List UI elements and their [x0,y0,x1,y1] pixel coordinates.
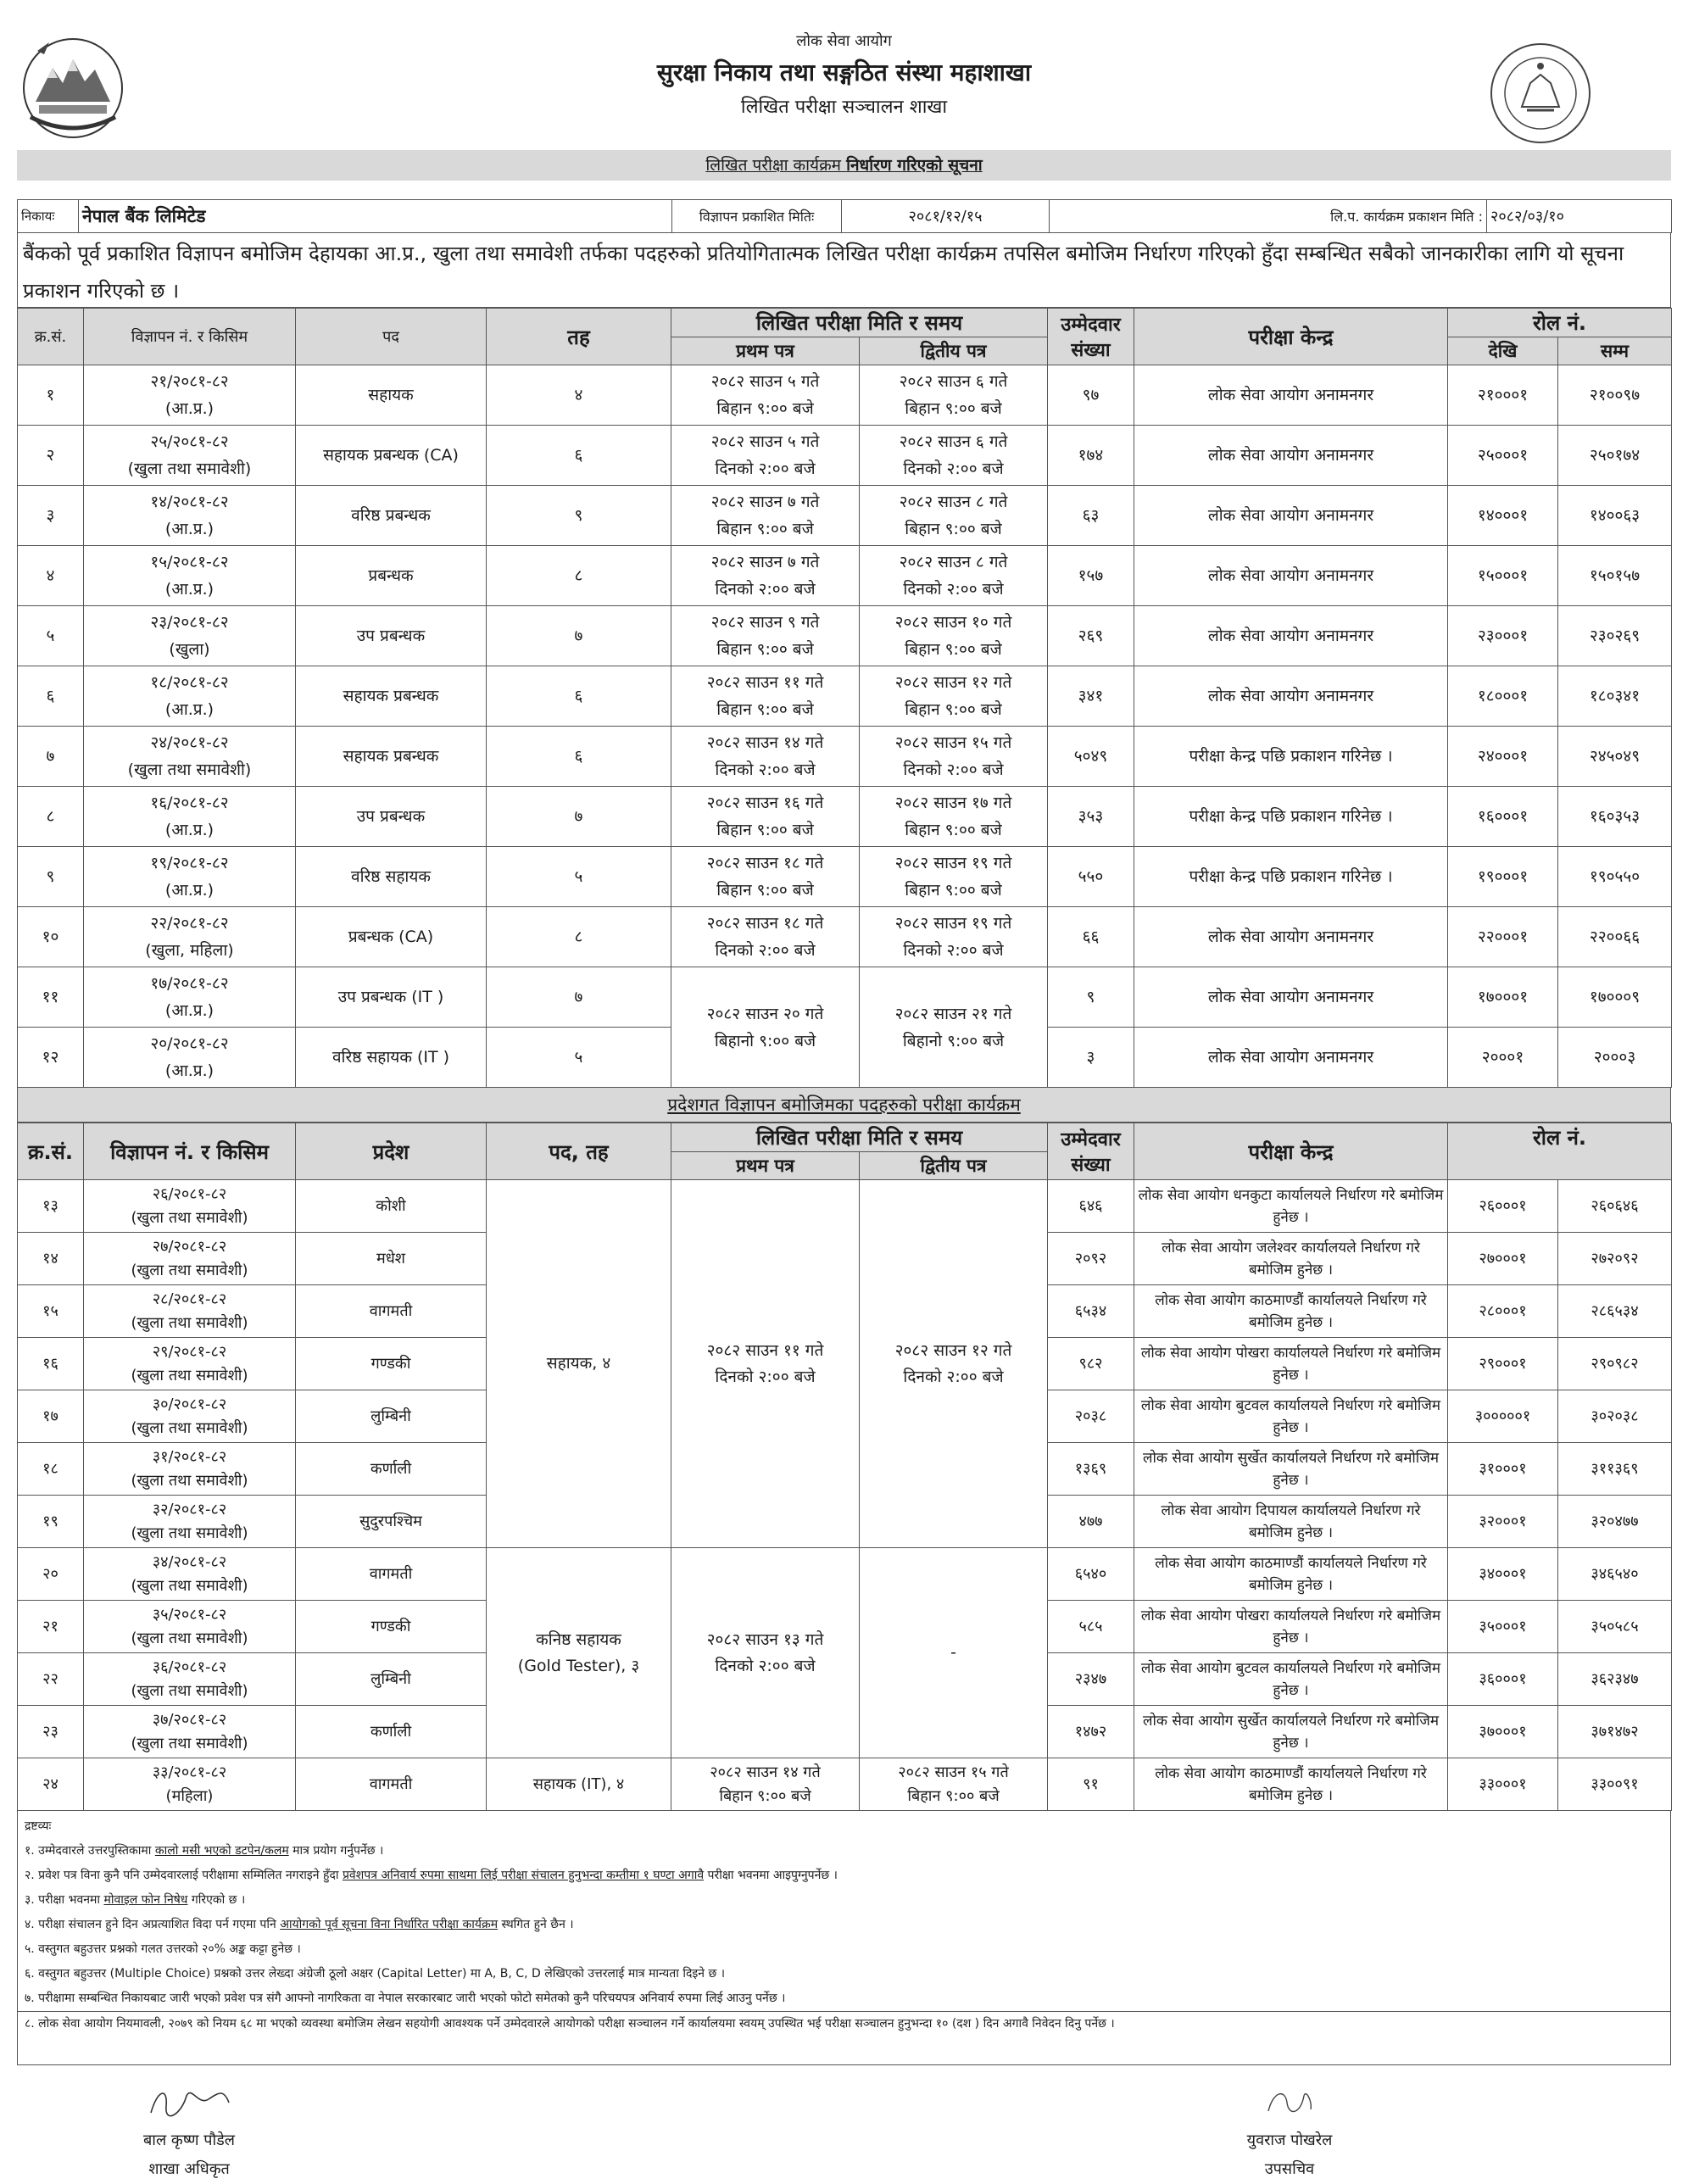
roll-to-cell: १८०३४१ [1558,666,1672,727]
signatory-right-title: उपसचिव [1264,2160,1315,2178]
province-cell: मधेश [296,1233,487,1285]
section2-title: प्रदेशगत विज्ञापन बमोजिमका पदहरुको परीक्षा कार्यक्रम [17,1088,1671,1123]
ad-cell: १७/२०८१-८२ (आ.प्र.) [84,967,296,1028]
division-name: सुरक्षा निकाय तथा सङ्गठित संस्था महाशाखा [656,58,1032,86]
paper1-cell: २०८२ साउन १८ गते बिहान ९:०० बजे [671,847,860,907]
sn-cell: १० [18,907,84,967]
notice-page [17,15,1671,2184]
candidates-cell: १४७२ [1048,1706,1134,1758]
roll-from-cell: २९०००१ [1448,1338,1558,1390]
notes-box [17,1811,1671,2065]
candidates-cell: २६९ [1048,606,1134,666]
col2-ad: विज्ञापन नं. र किसिम [84,1123,296,1180]
roll-to-cell: ३५०५८५ [1558,1601,1672,1653]
sn-cell: १३ [18,1180,84,1233]
province-cell: लुम्बिनी [296,1390,487,1443]
roll-from-cell: १७०००१ [1448,967,1558,1028]
paper1-cell: २०८२ साउन ५ गते बिहान ९:०० बजे [671,365,860,426]
prog-date-value: २०८२/०३/१० [1487,200,1672,233]
ad-cell: २१/२०८१-८२ (आ.प्र.) [84,365,296,426]
col2-paper2: द्वितीय पत्र [860,1152,1048,1180]
sn-cell: २ [18,426,84,486]
centre-cell: लोक सेवा आयोग काठमाण्डौं कार्यालयले निर्धारण गरे बमोजिम हुनेछ । [1134,1285,1448,1338]
paper2-cell: २०८२ साउन १२ गते बिहान ९:०० बजे [860,666,1048,727]
province-cell: कोशी [296,1180,487,1233]
post-cell: सहायक (IT), ४ [487,1758,671,1811]
col-paper2: द्वितीय पत्र [860,337,1048,365]
notes-title: द्रष्टव्यः [25,1819,52,1833]
paper2-cell: २०८२ साउन १५ गते दिनको २:०० बजे [860,727,1048,787]
paper1-cell: २०८२ साउन १८ गते दिनको २:०० बजे [671,907,860,967]
sn-cell: १५ [18,1285,84,1338]
ad-date-label: विज्ञापन प्रकाशित मितिः [672,200,842,233]
province-cell: गण्डकी [296,1601,487,1653]
ad-cell: १५/२०८१-८२ (आ.प्र.) [84,546,296,606]
roll-from-cell: ३०००००१ [1448,1390,1558,1443]
col2-paper1: प्रथम पत्र [671,1152,860,1180]
post-cell: वरिष्ठ प्रबन्धक [296,486,487,546]
table-row [18,666,1672,727]
note-1: १. उम्मेदवारले उत्तरपुस्तिकामा कालो मसी भएको डटपेन/कलम मात्र प्रयोग गर्नुपर्नेछ । [25,1844,384,1858]
note-2: २. प्रवेश पत्र विना कुनै पनि उम्मेदवारलाई परीक्षामा सम्मिलित नगराइने हुँदा प्रवेशपत्र अनिवार्य रुपमा साथमा लिई परीक्षा संचालन हुनुभन्दा कम्तीमा १ घण्टा अगावै परीक्षा भवनमा आइपुग्नुपर्नेछ । [25,1869,838,1882]
ad-cell: २८/२०८१-८२ (खुला तथा समावेशी) [84,1285,296,1338]
section-name: लिखित परीक्षा सञ्चालन शाखा [740,97,948,118]
paper2-cell: २०८२ साउन १० गते बिहान ९:०० बजे [860,606,1048,666]
roll-from-cell: ३२०००१ [1448,1496,1558,1548]
nepal-emblem-icon [19,34,127,142]
roll-from-cell: ३१०००१ [1448,1443,1558,1496]
ad-cell: ३१/२०८१-८२ (खुला तथा समावेशी) [84,1443,296,1496]
signatory-left-name: बाल कृष्ण पौडेल [143,2131,235,2149]
col2-centre: परीक्षा केन्द्र [1134,1123,1448,1180]
sn-cell: १४ [18,1233,84,1285]
table-row [18,1180,1672,1233]
post-cell: प्रबन्धक [296,546,487,606]
col-roll-to: सम्म [1558,337,1672,365]
sn-cell: २२ [18,1653,84,1706]
roll-to-cell: १५०१५७ [1558,546,1672,606]
level-cell: ४ [487,365,671,426]
centre-cell: लोक सेवा आयोग बुटवल कार्यालयले निर्धारण गरे बमोजिम हुनेछ । [1134,1390,1448,1443]
post-cell: सहायक, ४ [487,1180,671,1548]
paper2-cell: २०८२ साउन ६ गते बिहान ९:०० बजे [860,365,1048,426]
candidates-cell: ६५४० [1048,1548,1134,1601]
ad-date-value: २०८१/१२/१५ [842,200,1050,233]
col-paper1: प्रथम पत्र [671,337,860,365]
sn-cell: १ [18,365,84,426]
roll-from-cell: ३५०००१ [1448,1601,1558,1653]
province-cell: वागमती [296,1548,487,1601]
roll-to-cell: २१००९७ [1558,365,1672,426]
signature-area [17,2065,1671,2184]
paper1-cell: २०८२ साउन १३ गते दिनको २:०० बजे [671,1548,860,1758]
centre-cell: परीक्षा केन्द्र पछि प्रकाशन गरिनेछ । [1134,847,1448,907]
roll-to-cell: १४००६३ [1558,486,1672,546]
table-row [18,787,1672,847]
roll-to-cell: १७०००९ [1558,967,1672,1028]
signatory-left-title: शाखा अधिकृत [148,2160,230,2178]
centre-cell: लोक सेवा आयोग बुटवल कार्यालयले निर्धारण गरे बमोजिम हुनेछ । [1134,1653,1448,1706]
sn-cell: ७ [18,727,84,787]
post-cell: उप प्रबन्धक [296,606,487,666]
paper1-cell: २०८२ साउन ७ गते दिनको २:०० बजे [671,546,860,606]
roll-from-cell: १४०००१ [1448,486,1558,546]
ad-cell: ३५/२०८१-८२ (खुला तथा समावेशी) [84,1601,296,1653]
paper1-cell: २०८२ साउन ५ गते दिनको २:०० बजे [671,426,860,486]
roll-to-cell: ३४६५४० [1558,1548,1672,1601]
roll-from-cell: २६०००१ [1448,1180,1558,1233]
sn-cell: १७ [18,1390,84,1443]
paper1-cell: २०८२ साउन ११ गते दिनको २:०० बजे [671,1180,860,1548]
centre-cell: लोक सेवा आयोग काठमाण्डौं कार्यालयले निर्धारण गरे बमोजिम हुनेछ । [1134,1758,1448,1811]
table-row [18,606,1672,666]
table-row [18,967,1672,1028]
roll-to-cell: २८६५३४ [1558,1285,1672,1338]
roll-to-cell: २०००३ [1558,1028,1672,1088]
post-cell: सहायक प्रबन्धक [296,727,487,787]
roll-to-cell: २५०१७४ [1558,426,1672,486]
info-table [17,199,1672,233]
sn-cell: ८ [18,787,84,847]
ad-cell: २३/२०८१-८२ (खुला) [84,606,296,666]
candidates-cell: १७४ [1048,426,1134,486]
candidates-cell: ६३ [1048,486,1134,546]
roll-to-cell: १९०५५० [1558,847,1672,907]
candidates-cell: १५७ [1048,546,1134,606]
col-candidates: उम्मेदवार संख्या [1048,309,1134,365]
ad-cell: ३७/२०८१-८२ (खुला तथा समावेशी) [84,1706,296,1758]
centre-cell: लोक सेवा आयोग धनकुटा कार्यालयले निर्धारण गरे बमोजिम हुनेछ । [1134,1180,1448,1233]
col-roll: रोल नं. [1448,309,1672,337]
org-value: नेपाल बैंक लिमिटेड [79,200,672,233]
col-ad: विज्ञापन नं. र किसिम [84,309,296,365]
roll-from-cell: २४०००१ [1448,727,1558,787]
ad-cell: २५/२०८१-८२ (खुला तथा समावेशी) [84,426,296,486]
province-cell: वागमती [296,1758,487,1811]
exam-schedule-table [17,308,1672,1088]
table-row [18,1548,1672,1601]
centre-cell: लोक सेवा आयोग अनामनगर [1134,365,1448,426]
col-exam: लिखित परीक्षा मिति र समय [671,309,1048,337]
level-cell: ७ [487,967,671,1028]
roll-from-cell: १५०००१ [1448,546,1558,606]
level-cell: ८ [487,907,671,967]
ad-cell: १६/२०८१-८२ (आ.प्र.) [84,787,296,847]
paper1-cell: २०८२ साउन १६ गते बिहान ९:०० बजे [671,787,860,847]
note-8: ८. लोक सेवा आयोग नियमावली, २०७९ को नियम ६८ मा भएको व्यवस्था बमोजिम लेखन सहयोगी आवश्यक पर्ने उम्मेदवारले आयोगको परीक्षा सञ्चालन गर्ने कार्यालयमा स्वयम् उपस्थित भई परीक्षा सञ्चालन हुनुभन्दा १० (दश ) दिन अगावै निवेदन दिनु पर्नेछ । [18,2011,1670,2036]
centre-cell: लोक सेवा आयोग अनामनगर [1134,426,1448,486]
table-row [18,546,1672,606]
candidates-cell: ९७ [1048,365,1134,426]
post-cell: सहायक प्रबन्धक [296,666,487,727]
roll-to-cell: ३११३६९ [1558,1443,1672,1496]
notice-title-part1: लिखित परीक्षा कार्यक्रम [705,156,847,175]
col2-post: पद, तह [487,1123,671,1180]
candidates-cell: ६५३४ [1048,1285,1134,1338]
roll-to-cell: २९०९८२ [1558,1338,1672,1390]
province-cell: गण्डकी [296,1338,487,1390]
roll-to-cell: २७२०९२ [1558,1233,1672,1285]
note-5: ५. वस्तुगत बहुउत्तर प्रश्नको गलत उत्तरको २०% अङ्क कट्टा हुनेछ । [25,1942,301,1956]
centre-cell: लोक सेवा आयोग अनामनगर [1134,606,1448,666]
sn-cell: १८ [18,1443,84,1496]
ad-cell: २०/२०८१-८२ (आ.प्र.) [84,1028,296,1088]
roll-from-cell: १८०००१ [1448,666,1558,727]
candidates-cell: ६४६ [1048,1180,1134,1233]
table-row [18,426,1672,486]
col-roll-from: देखि [1448,337,1558,365]
commission-name: लोक सेवा आयोग [796,32,892,50]
sn-cell: २४ [18,1758,84,1811]
table-row [18,486,1672,546]
sn-cell: २३ [18,1706,84,1758]
province-cell: लुम्बिनी [296,1653,487,1706]
col-post: पद [296,309,487,365]
paper1-cell: २०८२ साउन ९ गते बिहान ९:०० बजे [671,606,860,666]
paper1-cell: २०८२ साउन २० गते बिहानो ९:०० बजे [671,967,860,1088]
roll-to-cell: २४५०४९ [1558,727,1672,787]
centre-cell: लोक सेवा आयोग अनामनगर [1134,666,1448,727]
post-cell: सहायक [296,365,487,426]
paper2-cell: २०८२ साउन २१ गते बिहानो ९:०० बजे [860,967,1048,1088]
post-cell: वरिष्ठ सहायक [296,847,487,907]
col2-province: प्रदेश [296,1123,487,1180]
note-6: ६. वस्तुगत बहुउत्तर (Multiple Choice) प्रश्नको उत्तर लेख्दा अंग्रेजी ठूलो अक्षर (Capital Letter) मा A, B, C, D लेखिएको उत्तरलाई मात्र मान्यता दिइने छ । [25,1967,726,1981]
note-7: ७. परीक्षामा सम्बन्धित निकायबाट जारी भएको प्रवेश पत्र संगै आफ्नो नागरिकता वा नेपाल सरकारबाट जारी भएको फोटो समेतको कुनै परिचयपत्र अनिवार्य रुपमा लिई आउनु पर्नेछ । [25,1992,786,2005]
candidates-cell: २०९२ [1048,1233,1134,1285]
candidates-cell: ९८२ [1048,1338,1134,1390]
province-cell: वागमती [296,1285,487,1338]
col-sn: क्र.सं. [18,309,84,365]
candidates-cell: १३६९ [1048,1443,1134,1496]
note-3: ३. परीक्षा भवनमा मोवाइल फोन निषेध गरिएको छ । [25,1893,246,1907]
post-cell: उप प्रबन्धक [296,787,487,847]
centre-cell: लोक सेवा आयोग अनामनगर [1134,546,1448,606]
post-cell: उप प्रबन्धक (IT ) [296,967,487,1028]
centre-cell: लोक सेवा आयोग काठमाण्डौं कार्यालयले निर्धारण गरे बमोजिम हुनेछ । [1134,1548,1448,1601]
centre-cell: लोक सेवा आयोग अनामनगर [1134,907,1448,967]
roll-to-cell: ३२०४७७ [1558,1496,1672,1548]
province-cell: सुदुरपश्चिम [296,1496,487,1548]
col2-candidates: उम्मेदवार संख्या [1048,1123,1134,1180]
roll-from-cell: २१०००१ [1448,365,1558,426]
org-label: निकायः [18,200,79,233]
roll-to-cell: ३७१४७२ [1558,1706,1672,1758]
level-cell: ७ [487,787,671,847]
ad-cell: २६/२०८१-८२ (खुला तथा समावेशी) [84,1180,296,1233]
paper1-cell: २०८२ साउन ७ गते बिहान ९:०० बजे [671,486,860,546]
sn-cell: १२ [18,1028,84,1088]
roll-to-cell: ३०२०३८ [1558,1390,1672,1443]
paper2-cell: २०८२ साउन १५ गते बिहान ९:०० बजे [860,1758,1048,1811]
level-cell: ६ [487,666,671,727]
roll-from-cell: ३६०००१ [1448,1653,1558,1706]
sn-cell: २१ [18,1601,84,1653]
candidates-cell: ६६ [1048,907,1134,967]
post-cell: सहायक प्रबन्धक (CA) [296,426,487,486]
post-cell: प्रबन्धक (CA) [296,907,487,967]
paper2-cell: २०८२ साउन १७ गते बिहान ९:०० बजे [860,787,1048,847]
col2-sn: क्र.सं. [18,1123,84,1180]
roll-from-cell: २७०००१ [1448,1233,1558,1285]
centre-cell: लोक सेवा आयोग सुर्खेत कार्यालयले निर्धारण गरे बमोजिम हुनेछ । [1134,1443,1448,1496]
paper2-cell: २०८२ साउन ८ गते दिनको २:०० बजे [860,546,1048,606]
ad-cell: २७/२०८१-८२ (खुला तथा समावेशी) [84,1233,296,1285]
level-cell: ६ [487,426,671,486]
signature-right [1217,2081,1362,2179]
psc-seal-icon [1488,41,1593,146]
note-4: ४. परीक्षा संचालन हुने दिन अप्रत्याशित विदा पर्न गएमा पनि आयोगको पूर्व सूचना विना निर्धारित परीक्षा कार्यक्रम स्थगित हुने छैन । [25,1918,574,1931]
roll-from-cell: २८०००१ [1448,1285,1558,1338]
centre-cell: परीक्षा केन्द्र पछि प्रकाशन गरिनेछ । [1134,727,1448,787]
table-row [18,907,1672,967]
roll-from-cell: २०००१ [1448,1028,1558,1088]
signature-left-mark [142,2081,236,2123]
roll-from-cell: २३०००१ [1448,606,1558,666]
candidates-cell: ९ [1048,967,1134,1028]
ad-cell: २२/२०८१-८२ (खुला, महिला) [84,907,296,967]
table-row [18,727,1672,787]
roll-from-cell: ३४०००१ [1448,1548,1558,1601]
table-row [18,365,1672,426]
signature-left [117,2081,261,2179]
paper2-cell: २०८२ साउन १९ गते बिहान ९:०० बजे [860,847,1048,907]
paper2-cell: २०८२ साउन १९ गते दिनको २:०० बजे [860,907,1048,967]
signature-right-mark [1251,2081,1328,2123]
paper2-cell: २०८२ साउन ६ गते दिनको २:०० बजे [860,426,1048,486]
candidates-cell: ९१ [1048,1758,1134,1811]
candidates-cell: ५५० [1048,847,1134,907]
level-cell: ९ [487,486,671,546]
sn-cell: ११ [18,967,84,1028]
roll-to-cell: २३०२६९ [1558,606,1672,666]
table-row [18,1758,1672,1811]
sn-cell: १९ [18,1496,84,1548]
notice-title-part2: निर्धारण गरिएको सूचना [846,156,983,175]
paper1-cell: २०८२ साउन ११ गते बिहान ९:०० बजे [671,666,860,727]
ad-cell: ३४/२०८१-८२ (खुला तथा समावेशी) [84,1548,296,1601]
centre-cell: लोक सेवा आयोग सुर्खेत कार्यालयले निर्धारण गरे बमोजिम हुनेछ । [1134,1706,1448,1758]
sn-cell: ३ [18,486,84,546]
col-centre: परीक्षा केन्द्र [1134,309,1448,365]
ad-cell: ३६/२०८१-८२ (खुला तथा समावेशी) [84,1653,296,1706]
centre-cell: लोक सेवा आयोग अनामनगर [1134,1028,1448,1088]
post-cell: कनिष्ठ सहायक (Gold Tester), ३ [487,1548,671,1758]
provincial-schedule-table [17,1123,1672,1811]
sn-cell: १६ [18,1338,84,1390]
candidates-cell: ३४१ [1048,666,1134,727]
centre-cell: लोक सेवा आयोग अनामनगर [1134,486,1448,546]
sn-cell: ४ [18,546,84,606]
level-cell: ५ [487,847,671,907]
level-cell: ८ [487,546,671,606]
centre-cell: परीक्षा केन्द्र पछि प्रकाशन गरिनेछ । [1134,787,1448,847]
candidates-cell: ४७७ [1048,1496,1134,1548]
roll-to-cell: १६०३५३ [1558,787,1672,847]
candidates-cell: २३४७ [1048,1653,1134,1706]
centre-cell: लोक सेवा आयोग जलेश्वर कार्यालयले निर्धारण गरे बमोजिम हुनेछ । [1134,1233,1448,1285]
roll-from-cell: १६०००१ [1448,787,1558,847]
sn-cell: ६ [18,666,84,727]
sn-cell: ५ [18,606,84,666]
sn-cell: २० [18,1548,84,1601]
table-row [18,847,1672,907]
paper2-cell: - [860,1548,1048,1758]
paper2-cell: २०८२ साउन १२ गते दिनको २:०० बजे [860,1180,1048,1548]
header [17,31,1671,145]
centre-cell: लोक सेवा आयोग पोखरा कार्यालयले निर्धारण गरे बमोजिम हुनेछ । [1134,1601,1448,1653]
paper2-cell: २०८२ साउन ८ गते बिहान ९:०० बजे [860,486,1048,546]
level-cell: ६ [487,727,671,787]
province-cell: कर्णाली [296,1443,487,1496]
roll-to-cell: ३३००९१ [1558,1758,1672,1811]
candidates-cell: ५०४९ [1048,727,1134,787]
roll-from-cell: १९०००१ [1448,847,1558,907]
ad-cell: २९/२०८१-८२ (खुला तथा समावेशी) [84,1338,296,1390]
intro-paragraph: बैंकको पूर्व प्रकाशित विज्ञापन बमोजिम देहायका आ.प्र., खुला तथा समावेशी तर्फका पदहरुको प्रतियोगितात्मक लिखित परीक्षा कार्यक्रम तपसिल बमोजिम निर्धारण गरिएको हुँदा सम्बन्धित सबैको जानकारीका लागि यो सूचना प्रकाशन गरिएको छ । [17,233,1671,308]
roll-to-cell: २२००६६ [1558,907,1672,967]
ad-cell: १४/२०८१-८२ (आ.प्र.) [84,486,296,546]
centre-cell: लोक सेवा आयोग दिपायल कार्यालयले निर्धारण गरे बमोजिम हुनेछ । [1134,1496,1448,1548]
candidates-cell: ३ [1048,1028,1134,1088]
level-cell: ५ [487,1028,671,1088]
candidates-cell: ३५३ [1048,787,1134,847]
province-cell: कर्णाली [296,1706,487,1758]
ad-cell: २४/२०८१-८२ (खुला तथा समावेशी) [84,727,296,787]
candidates-cell: २०३८ [1048,1390,1134,1443]
signatory-right-name: युवराज पोखरेल [1246,2131,1333,2149]
ad-cell: ३२/२०८१-८२ (खुला तथा समावेशी) [84,1496,296,1548]
roll-from-cell: ३७०००१ [1448,1706,1558,1758]
roll-from-cell: ३३०००१ [1448,1758,1558,1811]
col2-roll: रोल नं. [1448,1123,1672,1180]
paper1-cell: २०८२ साउन १४ गते बिहान ९:०० बजे [671,1758,860,1811]
sn-cell: ९ [18,847,84,907]
col-level: तह [487,309,671,365]
roll-to-cell: २६०६४६ [1558,1180,1672,1233]
roll-from-cell: २२०००१ [1448,907,1558,967]
col2-exam: लिखित परीक्षा मिति र समय [671,1123,1048,1152]
prog-date-label: लि.प. कार्यक्रम प्रकाशन मिति : [1050,200,1487,233]
roll-from-cell: २५०००१ [1448,426,1558,486]
ad-cell: १८/२०८१-८२ (आ.प्र.) [84,666,296,727]
centre-cell: लोक सेवा आयोग पोखरा कार्यालयले निर्धारण गरे बमोजिम हुनेछ । [1134,1338,1448,1390]
notice-title-bar [17,150,1671,181]
ad-cell: ३३/२०८१-८२ (महिला) [84,1758,296,1811]
post-cell: वरिष्ठ सहायक (IT ) [296,1028,487,1088]
ad-cell: १९/२०८१-८२ (आ.प्र.) [84,847,296,907]
centre-cell: लोक सेवा आयोग अनामनगर [1134,967,1448,1028]
ad-cell: ३०/२०८१-८२ (खुला तथा समावेशी) [84,1390,296,1443]
level-cell: ७ [487,606,671,666]
candidates-cell: ५८५ [1048,1601,1134,1653]
roll-to-cell: ३६२३४७ [1558,1653,1672,1706]
paper1-cell: २०८२ साउन १४ गते दिनको २:०० बजे [671,727,860,787]
